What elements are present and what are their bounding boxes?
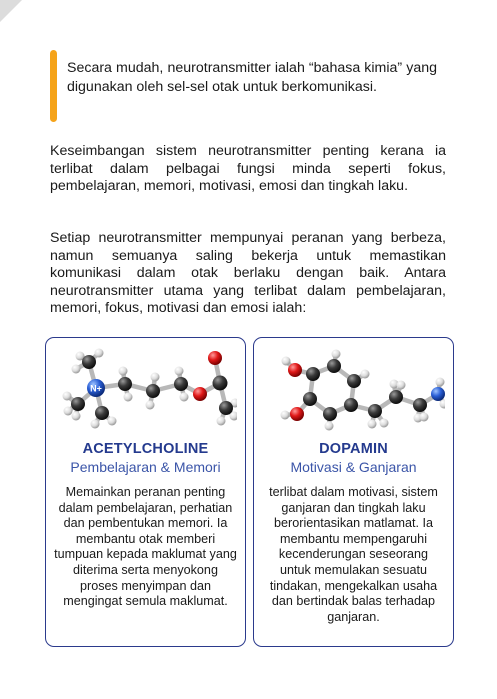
page-corner-mark	[0, 0, 22, 22]
card-title: DOPAMIN	[319, 441, 388, 457]
callout-text: Secara mudah, neurotransmitter ialah “bahasa kimia” yang digunakan oleh sel-sel otak untuk berkomunikasi.	[67, 60, 437, 95]
card-description: Memainkan peranan penting dalam pembelajaran, perhatian dan pembentukan memori. Ia membantu otak memberi tumpuan kepada maklumat yang diterima serta menyokong proses menyimpan dan mengingat semula maklumat.	[54, 485, 237, 609]
callout-accent-bar	[50, 50, 57, 122]
paragraph-roles: Setiap neurotransmitter mempunyai peranan yang berbeza, namun semuanya saling bekerja untuk memastikan komunikasi dalam otak berlaku dengan baik. Antara neurotransmitter utama yang terlibat dalam pembelajaran, memori, fokus, motivasi dan emosi ialah:	[50, 230, 446, 317]
dopamine-molecule-image	[262, 344, 445, 434]
card-dopamin	[253, 337, 454, 647]
card-description: terlibat dalam motivasi, sistem ganjaran dan tingkah laku berorientasikan matlamat. Ia membantu mempengaruhi kecenderungan seseorang untuk memulakan sesuatu tindakan, mengekalkan usaha dan bertindak balas terhadap ganjaran.	[269, 485, 438, 624]
acetylcholine-molecule-image	[54, 344, 237, 434]
card-subtitle: Motivasi & Ganjaran	[290, 459, 417, 475]
definition-callout	[50, 50, 442, 122]
paragraph-balance: Keseimbangan sistem neurotransmitter penting kerana ia terlibat dalam pelbagai fungsi minda seperti fokus, pembelajaran, memori, motivasi, emosi dan tingkah laku.	[50, 143, 446, 195]
nitrogen-label: N+	[90, 383, 102, 394]
card-subtitle: Pembelajaran & Memori	[70, 459, 221, 475]
card-acetylcholine	[45, 337, 246, 647]
card-title: ACETYLCHOLINE	[82, 441, 209, 457]
